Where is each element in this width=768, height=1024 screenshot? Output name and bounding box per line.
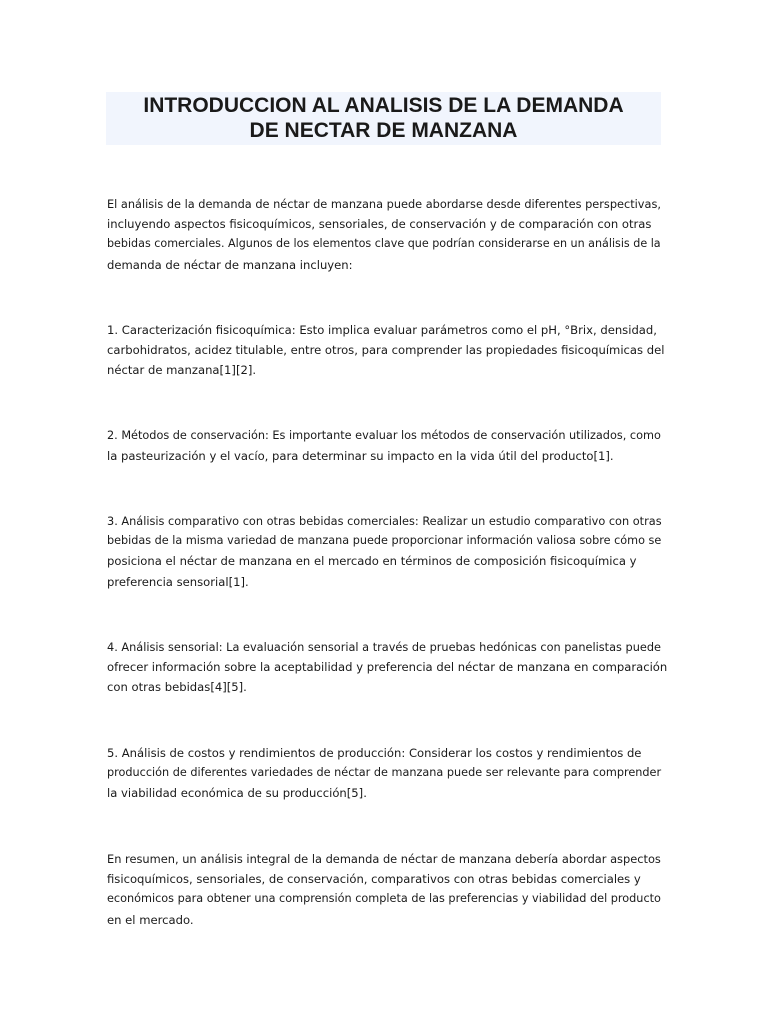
paragraph-line: 4. Análisis sensorial: La evaluación sensorial a través de pruebas hedónicas con panelistas puede	[107, 640, 661, 654]
paragraph-line: ofrecer información sobre la aceptabilidad y preferencia del néctar de manzana en comparación	[107, 660, 668, 675]
summary-paragraph	[107, 849, 667, 930]
page-title-line-2: DE NECTAR DE MANZANA	[249, 119, 518, 142]
paragraph-line: 1. Caracterización fisicoquímica: Esto implica evaluar parámetros como el pH, °Brix, densidad,	[107, 323, 657, 337]
item-2-paragraph	[107, 426, 667, 466]
paragraph-line: bebidas comerciales. Algunos de los elementos clave que podrían considerarse en un análisis de la	[107, 237, 661, 251]
paragraph-line: producción de diferentes variedades de néctar de manzana puede ser relevante para comprender	[107, 766, 662, 780]
paragraph-line: carbohidratos, acidez titulable, entre otros, para comprender las propiedades fisicoquímicas del	[107, 343, 665, 358]
paragraph-line: 5. Análisis de costos y rendimientos de producción: Considerar los costos y rendimientos de	[107, 746, 642, 760]
item-1-paragraph	[107, 320, 667, 381]
paragraph-line: la viabilidad económica de su producción[5].	[107, 786, 367, 801]
item-4-paragraph	[107, 637, 667, 698]
paragraph-line: la pasteurización y el vacío, para determinar su impacto en la vida útil del producto[1].	[107, 449, 614, 464]
item-5-paragraph	[107, 743, 667, 804]
paragraph-line: En resumen, un análisis integral de la demanda de néctar de manzana debería abordar aspectos	[107, 852, 661, 866]
paragraph-line: preferencia sensorial[1].	[107, 574, 249, 589]
paragraph-line: con otras bebidas[4][5].	[107, 680, 247, 695]
title-block	[106, 92, 661, 145]
paragraph-line: económicos para obtener una comprensión completa de las preferencias y viabilidad del producto	[107, 892, 661, 906]
page-title-line-1: INTRODUCCION AL ANALISIS DE LA DEMANDA	[143, 94, 624, 117]
paragraph-line: El análisis de la demanda de néctar de manzana puede abordarse desde diferentes perspectivas,	[107, 197, 661, 211]
paragraph-line: 3. Análisis comparativo con otras bebidas comerciales: Realizar un estudio comparativo con otras	[107, 514, 662, 528]
paragraph-line: posiciona el néctar de manzana en el mercado en términos de composición fisicoquímica y	[107, 554, 637, 569]
paragraph-line: 2. Métodos de conservación: Es importante evaluar los métodos de conservación utilizados, como	[107, 429, 661, 442]
paragraph-line: en el mercado.	[107, 912, 194, 927]
paragraph-line: incluyendo aspectos fisicoquímicos, sensoriales, de conservación y de comparación con otras	[107, 217, 652, 232]
paragraph-line: néctar de manzana[1][2].	[107, 363, 257, 378]
paragraph-line: fisicoquímicos, sensoriales, de conservación, comparativos con otras bebidas comerciales y	[107, 872, 641, 887]
item-3-paragraph	[107, 511, 667, 592]
intro-paragraph	[107, 194, 667, 275]
paragraph-line: bebidas de la misma variedad de manzana puede proporcionar información valiosa sobre cómo se	[107, 534, 662, 548]
paragraph-line: demanda de néctar de manzana incluyen:	[107, 257, 353, 272]
